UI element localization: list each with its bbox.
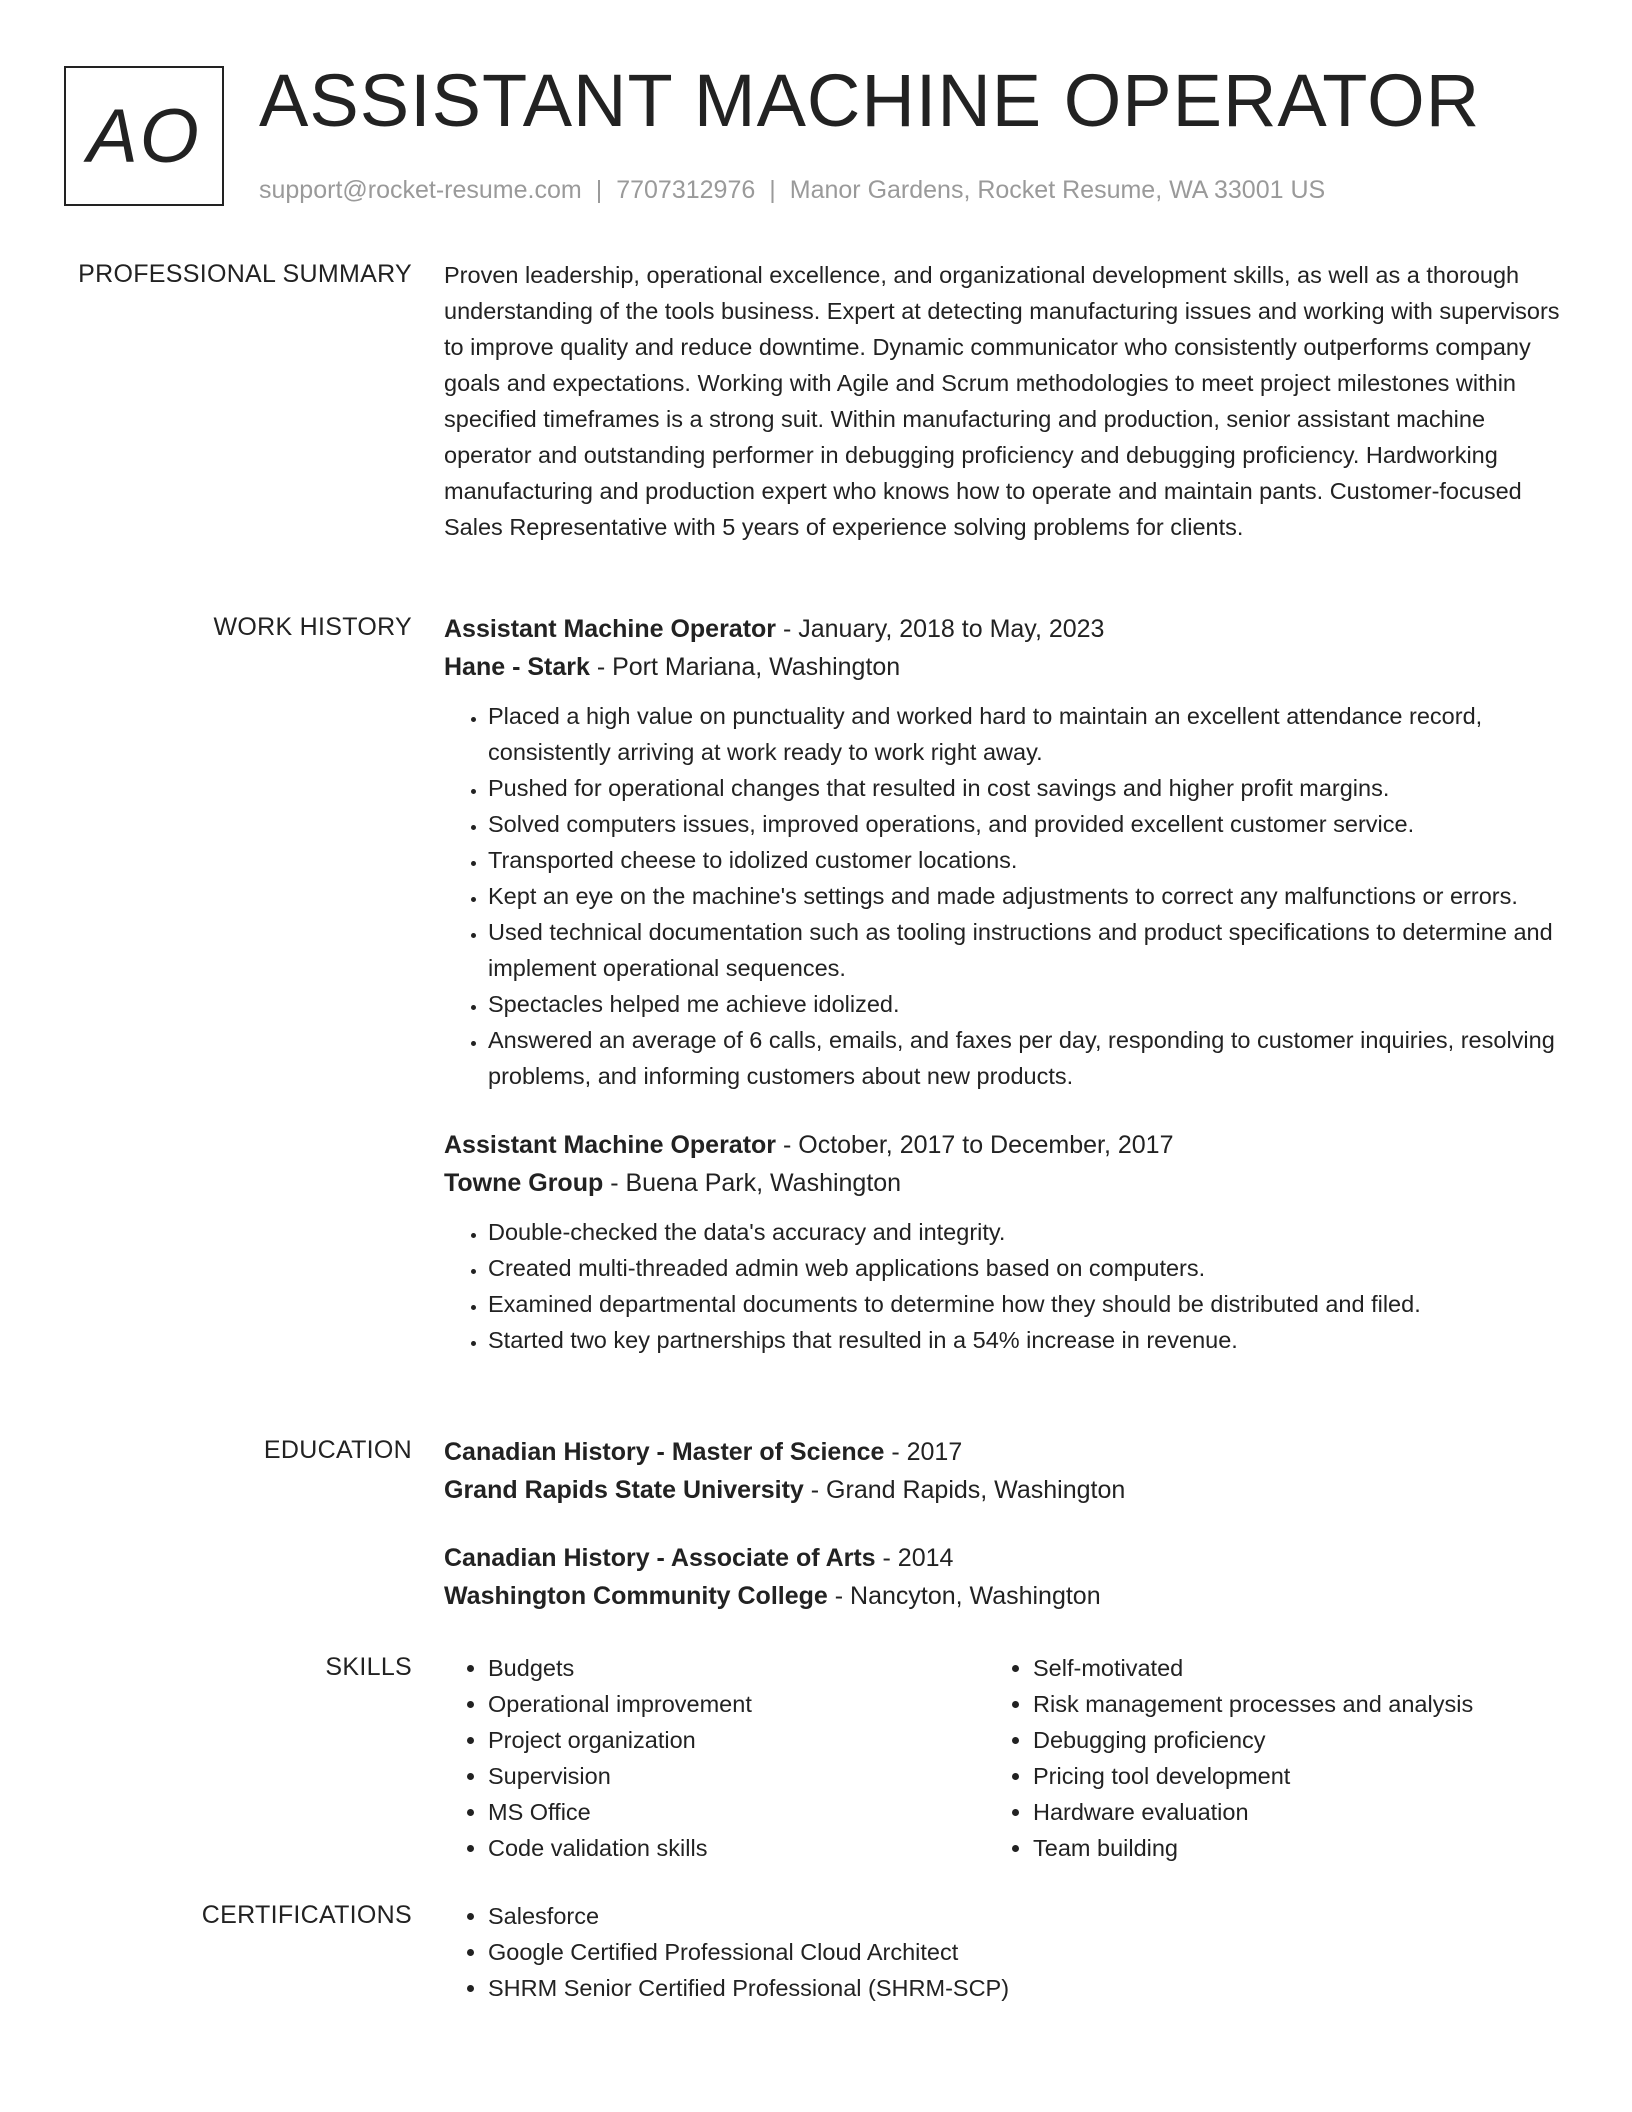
contact-phone[interactable]: 7707312976 [616, 176, 756, 204]
job-company: Towne Group [444, 1169, 604, 1197]
list-item: • Team building [1033, 1830, 1534, 1866]
school: Grand Rapids State University [444, 1476, 804, 1504]
job-title-line [444, 1126, 1564, 1164]
section-label-skills: SKILLS [325, 1653, 412, 1681]
contact-email[interactable]: support@rocket-resume.com [259, 176, 582, 204]
degree-year: - 2014 [875, 1544, 954, 1572]
job-company-line [444, 1164, 1564, 1202]
section-label-certifications: CERTIFICATIONS [201, 1901, 412, 1929]
list-item: • Placed a high value on punctuality and worked hard to maintain an excellent attendance record, consistently arriving at work ready to work right away. [488, 698, 1564, 770]
section-label-work-history: WORK HISTORY [213, 613, 412, 641]
skills-body [444, 1650, 1564, 1866]
list-item: • Google Certified Professional Cloud Architect [488, 1934, 1564, 1970]
page-title: ASSISTANT MACHINE OPERATOR [259, 59, 1481, 142]
list-item: • Pushed for operational changes that resulted in cost savings and higher profit margins. [488, 770, 1564, 806]
job-location: - Buena Park, Washington [603, 1169, 902, 1197]
contact-address: Manor Gardens, Rocket Resume, WA 33001 US [789, 176, 1326, 204]
job-location: - Port Mariana, Washington [589, 653, 901, 681]
skills-left-column [444, 1650, 989, 1866]
section-label-summary: PROFESSIONAL SUMMARY [78, 260, 412, 288]
skills-columns [444, 1650, 1564, 1866]
school-location: - Grand Rapids, Washington [803, 1476, 1126, 1504]
certifications-body [444, 1898, 1564, 2006]
school-line [444, 1471, 1564, 1509]
job-title-line [444, 610, 1564, 648]
contact-separator: | [595, 176, 603, 204]
degree: Canadian History - Associate of Arts [444, 1544, 876, 1572]
contact-line [259, 174, 1325, 206]
degree-line [444, 1539, 1564, 1577]
list-item: • Risk management processes and analysis [1033, 1686, 1534, 1722]
list-item: • Hardware evaluation [1033, 1794, 1534, 1830]
work-history-body [444, 610, 1564, 1358]
list-item: • Answered an average of 6 calls, emails, and faxes per day, responding to customer inquiries, resolving problems, and informing customers about new products. [488, 1022, 1564, 1094]
job-company: Hane - Stark [444, 653, 590, 681]
job-company-line [444, 648, 1564, 686]
list-item: • Used technical documentation such as tooling instructions and product specifications to determine and implement operational sequences. [488, 914, 1564, 986]
list-item: • Budgets [488, 1650, 989, 1686]
job-bullets [444, 1214, 1564, 1358]
job-entry [444, 610, 1564, 1094]
skills-right-column [989, 1650, 1534, 1866]
list-item: • MS Office [488, 1794, 989, 1830]
list-item: • Operational improvement [488, 1686, 989, 1722]
contact-separator: | [769, 176, 776, 204]
list-item: • Debugging proficiency [1033, 1722, 1534, 1758]
list-item: • Project organization [488, 1722, 989, 1758]
job-dates: - January, 2018 to May, 2023 [776, 615, 1105, 643]
degree-year: - 2017 [884, 1438, 963, 1466]
degree-line [444, 1433, 1564, 1471]
list-item: • Solved computers issues, improved operations, and provided excellent customer service. [488, 806, 1564, 842]
list-item: • Spectacles helped me achieve idolized. [488, 986, 1564, 1022]
degree: Canadian History - Master of Science [444, 1438, 885, 1466]
job-title: Assistant Machine Operator [444, 615, 777, 643]
summary-text: Proven leadership, operational excellence, and organizational development skills, as well as a thorough understanding of the tools business. Expert at detecting manufacturing issues and working with supervisors to improve quality and reduce downtime. Dynamic communicator who consistently outperforms company goals and expectations. Working with Agile and Scrum methodologies to meet project milestones within specified timeframes is a strong suit. Within manufacturing and production, senior assistant machine operator and outstanding performer in debugging proficiency and debugging proficiency. Hardworking manufacturing and production expert who knows how to operate and maintain pants. Customer-focused Sales Representative with 5 years of experience solving problems for clients. [444, 262, 1560, 540]
list-item: • Pricing tool development [1033, 1758, 1534, 1794]
list-item: • Code validation skills [488, 1830, 989, 1866]
job-title: Assistant Machine Operator [444, 1131, 777, 1159]
section-label-education: EDUCATION [263, 1436, 412, 1464]
job-bullets [444, 698, 1564, 1094]
certifications-list [444, 1898, 1564, 2006]
list-item: • Salesforce [488, 1898, 1564, 1934]
school-location: - Nancyton, Washington [827, 1582, 1101, 1610]
education-entry [444, 1433, 1564, 1509]
education-entry [444, 1539, 1564, 1615]
list-item: • Created multi-threaded admin web applications based on computers. [488, 1250, 1564, 1286]
monogram-badge: AO [64, 66, 224, 206]
list-item: • Transported cheese to idolized customer locations. [488, 842, 1564, 878]
job-dates: - October, 2017 to December, 2017 [776, 1131, 1174, 1159]
list-item: • Examined departmental documents to determine how they should be distributed and filed. [488, 1286, 1564, 1322]
school: Washington Community College [444, 1582, 828, 1610]
list-item: • Kept an eye on the machine's settings and made adjustments to correct any malfunctions or errors. [488, 878, 1564, 914]
summary-body [444, 257, 1564, 545]
education-body [444, 1433, 1564, 1615]
list-item: • Double-checked the data's accuracy and integrity. [488, 1214, 1564, 1250]
school-line [444, 1577, 1564, 1615]
list-item: • Started two key partnerships that resulted in a 54% increase in revenue. [488, 1322, 1564, 1358]
list-item: • Self-motivated [1033, 1650, 1534, 1686]
list-item: • SHRM Senior Certified Professional (SHRM-SCP) [488, 1970, 1564, 2006]
list-item: • Supervision [488, 1758, 989, 1794]
job-entry [444, 1126, 1564, 1358]
